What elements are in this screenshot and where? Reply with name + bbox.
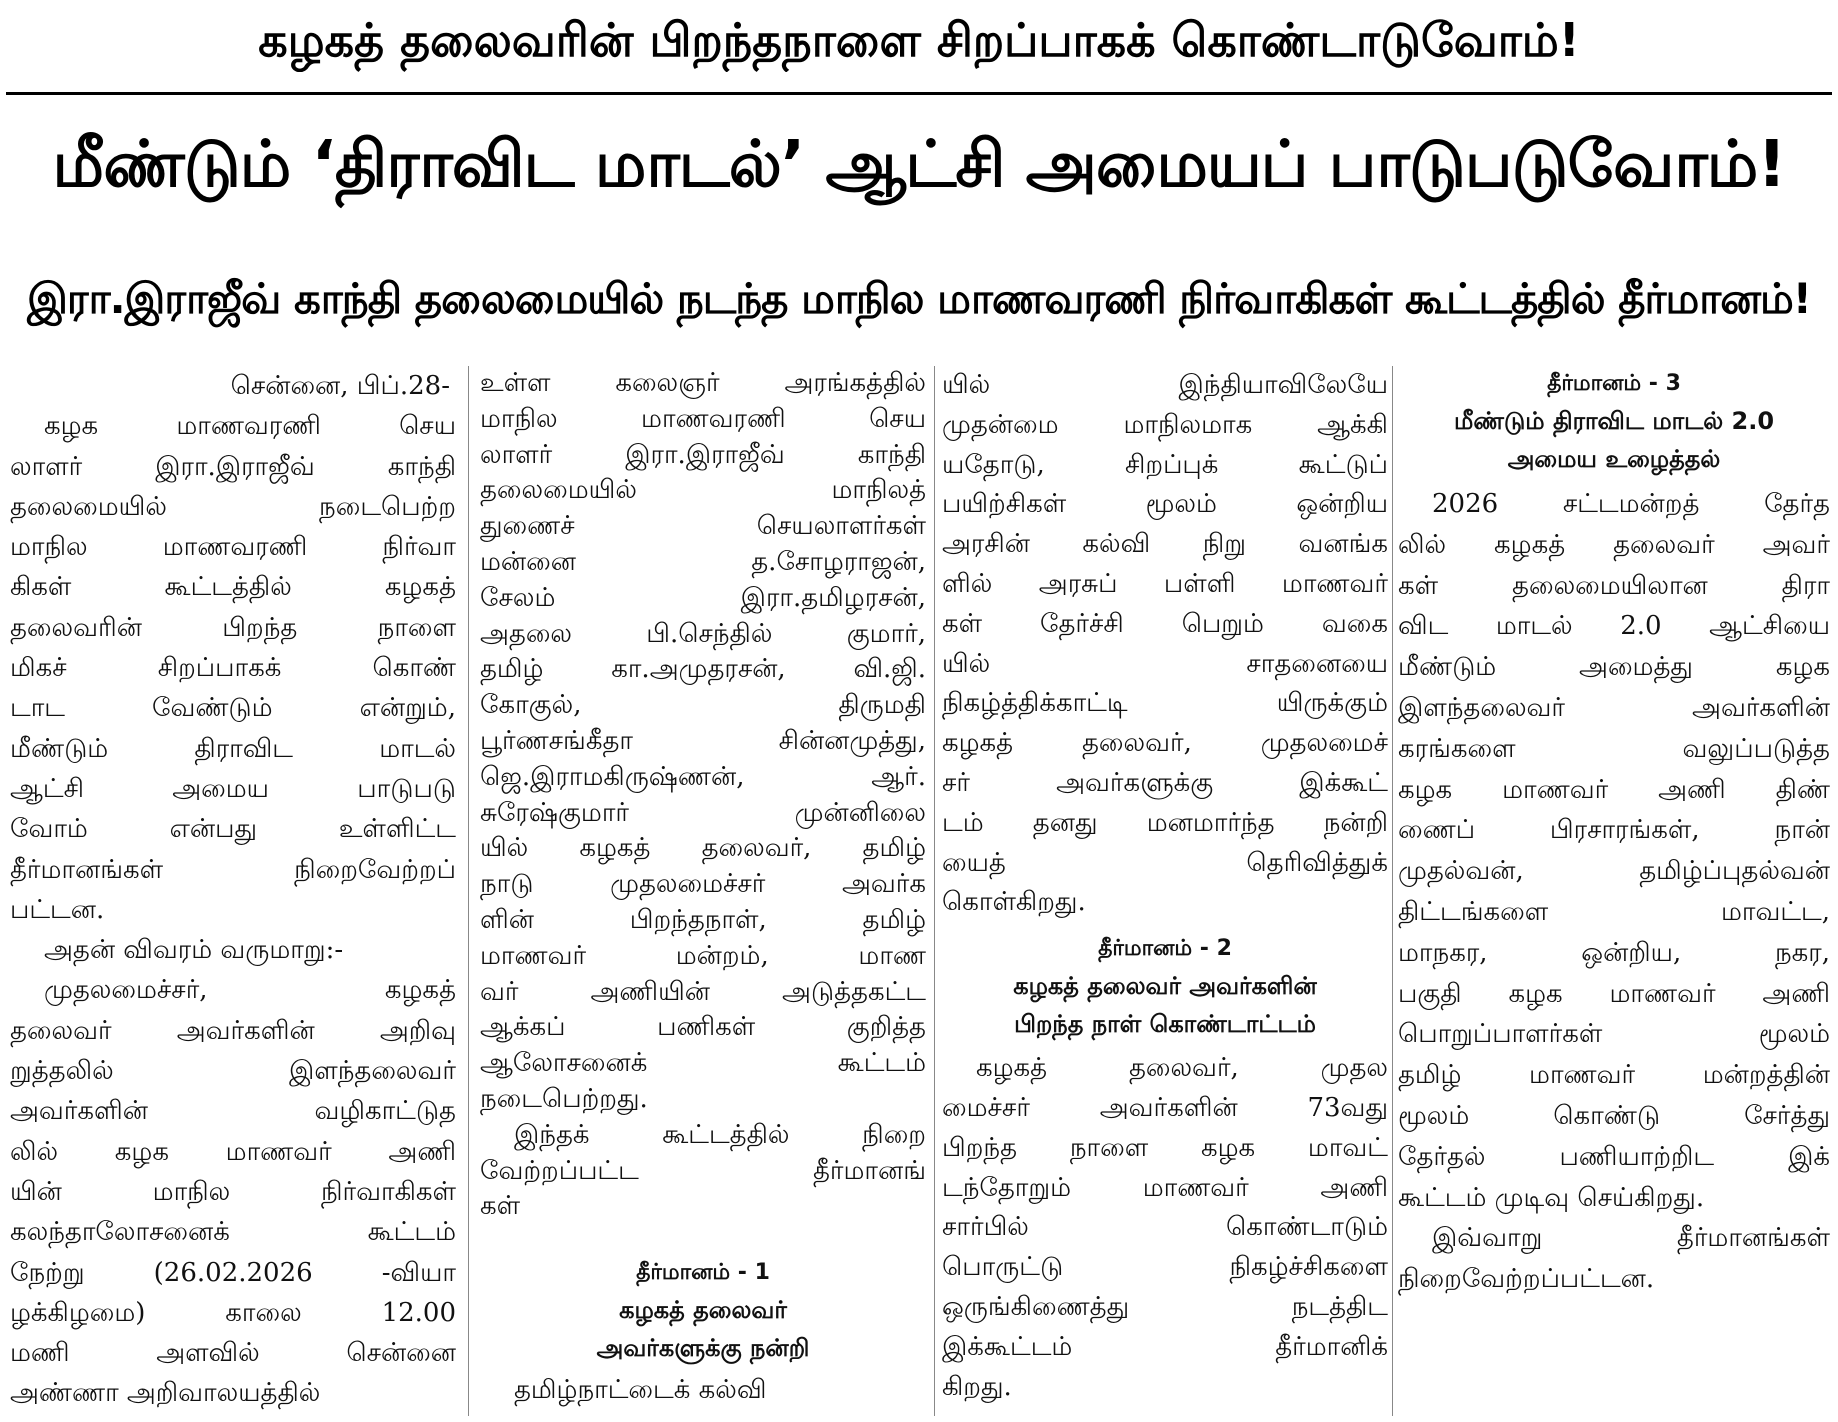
text-line: கழக மாணவரணி செய (44, 411, 456, 442)
text-line: கூட்டம் முடிவு செய்கிறது. (1398, 1182, 1705, 1213)
text-line: ளில் அரசுப் பள்ளி மாணவர் (942, 568, 1388, 599)
text-line: கலந்தாலோசனைக் கூட்டம் (10, 1217, 456, 1248)
text-line: அரசின் கல்வி நிறு வனங்க (942, 529, 1388, 560)
text-line: நிகழ்த்திக்காட்டி யிருக்கும் (942, 688, 1388, 719)
article-column-3 (942, 366, 1388, 1416)
text-line: முதலமைச்சர், கழகத் (44, 975, 456, 1006)
text-line: டாட வேண்டும் என்றும், (10, 693, 456, 724)
text-line: அதன் விவரம் வருமாறு:- (44, 935, 344, 966)
text-line: அதலை பி.செந்தில் குமார், (480, 618, 926, 649)
text-line: முதல்வன், தமிழ்ப்புதல்வன் (1398, 856, 1830, 887)
text-line: யில் இந்தியாவிலேயே (942, 370, 1388, 400)
text-line: பூர்ணசங்கீதா சின்னமுத்து, (480, 725, 926, 756)
text-line: கோகுல், திருமதி (480, 690, 926, 721)
text-line: மணி அளவில் சென்னை (10, 1338, 456, 1369)
text-line: லில் கழகத் தலைவர் அவர் (1398, 529, 1830, 560)
headline-divider (6, 92, 1832, 95)
text-line: ஆலோசனைக் கூட்டம் (480, 1048, 926, 1079)
text-line: விட மாடல் 2.0 ஆட்சியை (1398, 611, 1830, 642)
text-line: யில் கழகத் தலைவர், தமிழ் (480, 833, 926, 864)
text-line: கள் தேர்ச்சி பெறும் வகை (942, 608, 1388, 639)
column-divider (468, 366, 469, 1416)
text-line: நிறைவேற்றப்பட்டன. (1398, 1264, 1655, 1295)
text-line: டந்தோறும் மாணவர் அணி (942, 1172, 1388, 1203)
text-line: பொறுப்பாளர்கள் மூலம் (1398, 1019, 1830, 1050)
text-line: கழகத் தலைவர், முதலமைச் (942, 728, 1388, 759)
text-line: மீண்டும் திராவிட மாடல் (10, 733, 456, 764)
article-column-1 (10, 366, 456, 1416)
text-line: பயிற்சிகள் மூலம் ஒன்றிய (942, 489, 1388, 520)
text-line: தேர்தல் பணியாற்றிட இக் (1398, 1141, 1830, 1172)
text-line: முதன்மை மாநிலமாக ஆக்கி (942, 409, 1388, 440)
text-line: மாநகர, ஒன்றிய, நகர, (1398, 937, 1830, 968)
paragraph (10, 970, 456, 1413)
text-line: ணைப் பிரசாரங்கள், நான் (1398, 815, 1830, 846)
text-line: தலைவர் அவர்களின் அறிவு (10, 1015, 456, 1046)
text-line: சுரேஷ்குமார் முன்னிலை (480, 797, 926, 828)
text-line: மாநில மாணவரணி செய (480, 403, 926, 434)
text-line: நேற்று (26.02.2026 -வியா (10, 1257, 456, 1288)
text-line: தமிழ் கா.அமுதரசன், வி.ஜி. (480, 654, 926, 685)
text-line: 2026 சட்டமன்றத் தேர்த (1432, 489, 1830, 519)
paragraph (10, 406, 456, 930)
text-line: இந்தக் கூட்டத்தில் நிறை (514, 1119, 926, 1150)
text-line: டம் தனது மனமார்ந்த நன்றி (942, 807, 1388, 838)
text-line: சார்பில் கொண்டாடும் (942, 1212, 1388, 1243)
text-line: லாளர் இரா.இராஜீவ் காந்தி (480, 439, 926, 470)
paragraph (942, 1049, 1388, 1407)
text-line: பட்டன. (10, 894, 105, 925)
text-line: யில் சாதனையை (942, 648, 1388, 679)
paragraph (480, 366, 926, 1118)
resolution-1-title (480, 1291, 926, 1367)
text-line: கிகள் கூட்டத்தில் கழகத் (10, 572, 456, 603)
resolution-3-title (1398, 402, 1830, 478)
title-line: மீண்டும் திராவிட மாடல் 2.0 (1453, 407, 1775, 435)
kicker-headline: கழகத் தலைவரின் பிறந்தநாளை சிறப்பாகக் கொண்டாடுவோம்! (258, 13, 1580, 67)
resolution-2-heading: தீர்மானம் - 2 (1098, 936, 1232, 962)
text-line: தலைமையில் மாநிலத் (480, 475, 926, 506)
text-line: கரங்களை வலுப்படுத்த (1398, 733, 1830, 764)
article-column-4 (1398, 366, 1830, 1416)
text-line: கழகத் தலைவர், முதல (976, 1053, 1388, 1084)
main-headline: மீண்டும் ‘திராவிட மாடல்’ ஆட்சி அமையப் பாடுபடுவோம்! (52, 128, 1786, 202)
text-line: ஒருங்கிணைத்து நடத்திட (942, 1291, 1388, 1322)
text-line: றுத்தலில் இளந்தலைவர் (10, 1056, 456, 1087)
text-line: உள்ள கலைஞர் அரங்கத்தில் (480, 368, 926, 398)
text-line: மிகச் சிறப்பாகக் கொண் (10, 653, 456, 684)
text-line: மீண்டும் அமைத்து கழக (1398, 652, 1830, 683)
title-line: அவர்களுக்கு நன்றி (596, 1334, 810, 1363)
text-line: யதோடு, சிறப்புக் கூட்டுப் (942, 449, 1388, 480)
dateline: சென்னை, பிப்.28- (230, 371, 450, 401)
text-line: மாணவர் மன்றம், மாண (480, 940, 926, 971)
title-line: பிறந்த நாள் கொண்டாட்டம் (1014, 1010, 1316, 1039)
text-line: திட்டங்களை மாவட்ட, (1398, 896, 1830, 927)
title-line: கழகத் தலைவர் (619, 1296, 787, 1325)
column-divider (934, 366, 935, 1416)
text-line: ழக்கிழமை) காலை 12.00 (10, 1297, 456, 1328)
text-line: சர் அவர்களுக்கு இக்கூட் (942, 767, 1388, 798)
paragraph (1398, 484, 1830, 1218)
text-line: யைத் தெரிவித்துக் (942, 847, 1388, 878)
text-line: இளந்தலைவர் அவர்களின் (1398, 692, 1830, 723)
text-line: மாநில மாணவரணி நிர்வா (10, 532, 456, 563)
text-line: ளின் பிறந்தநாள், தமிழ் (480, 904, 926, 935)
sub-headline: இரா.இராஜீவ் காந்தி தலைமையில் நடந்த மாநில மாணவரணி நிர்வாகிகள் கூட்டத்தில் தீர்மானம்! (27, 274, 1811, 323)
text-line: கள் தலைமையிலான திரா (1398, 570, 1830, 601)
text-line: பகுதி கழக மாணவர் அணி (1398, 978, 1830, 1009)
text-line: கிறது. (942, 1371, 1012, 1402)
text-line: தமிழ் மாணவர் மன்றத்தின் (1398, 1060, 1830, 1091)
text-line: ஜெ.இராமகிருஷ்ணன், ஆர். (480, 761, 926, 792)
text-line: தீர்மானங்கள் நிறைவேற்றப் (10, 854, 456, 885)
text-line: சேலம் இரா.தமிழரசன், (480, 582, 926, 613)
text-line: தலைவரின் பிறந்த நாளை (10, 612, 456, 643)
paragraph (10, 930, 456, 970)
text-line: மைச்சர் அவர்களின் 73வது (942, 1092, 1388, 1123)
paragraph (1398, 1218, 1830, 1300)
text-line: கொள்கிறது. (942, 887, 1086, 918)
paragraph (942, 366, 1388, 923)
text-line: லில் கழக மாணவர் அணி (10, 1136, 456, 1167)
resolution-1-heading: தீர்மானம் - 1 (636, 1260, 770, 1286)
text-line: தலைமையில் நடைபெற்ற (10, 491, 456, 522)
text-line: ஆக்கப் பணிகள் குறித்த (480, 1012, 926, 1043)
text-line: வர் அணியின் அடுத்தகட்ட (480, 976, 926, 1007)
text-line: நாடு முதலமைச்சர் அவர்க (480, 869, 926, 900)
text-line: துணைச் செயலாளர்கள் (480, 511, 926, 542)
text-line: தமிழ்நாட்டைக் கல்வி (514, 1375, 767, 1406)
text-line: லாளர் இரா.இராஜீவ் காந்தி (10, 451, 456, 482)
title-line: அமைய உழைத்தல் (1507, 445, 1721, 473)
text-line: பிறந்த நாளை கழக மாவட் (942, 1132, 1388, 1163)
title-line: கழகத் தலைவர் அவர்களின் (1013, 972, 1317, 1001)
text-line: கழக மாணவர் அணி திண் (1398, 774, 1830, 805)
article-column-2 (480, 366, 926, 1416)
text-line: மன்னை த.சோழராஜன், (480, 546, 926, 577)
text-line: மூலம் கொண்டு சேர்த்து (1398, 1100, 1830, 1131)
text-line: இவ்வாறு தீர்மானங்கள் (1432, 1223, 1830, 1254)
resolution-3-heading: தீர்மானம் - 3 (1547, 371, 1681, 396)
text-line: யின் மாநில நிர்வாகிகள் (10, 1176, 456, 1207)
text-line: அவர்களின் வழிகாட்டுத (10, 1096, 456, 1127)
text-line: ஆட்சி அமைய பாடுபடு (10, 773, 456, 804)
column-divider (1392, 366, 1393, 1416)
text-line: வேற்றப்பட்ட தீர்மானங் (480, 1155, 926, 1186)
text-line: கள் (480, 1191, 521, 1222)
text-line: வோம் என்பது உள்ளிட்ட (10, 814, 456, 845)
text-line: இக்கூட்டம் தீர்மானிக் (942, 1331, 1388, 1362)
resolution-2-title (942, 967, 1388, 1043)
paragraph (480, 1118, 926, 1225)
text-line: அண்ணா அறிவாலயத்தில் (10, 1378, 321, 1409)
text-line: நடைபெற்றது. (480, 1083, 648, 1114)
paragraph (480, 1373, 926, 1409)
text-line: பொருட்டு நிகழ்ச்சிகளை (942, 1252, 1388, 1283)
